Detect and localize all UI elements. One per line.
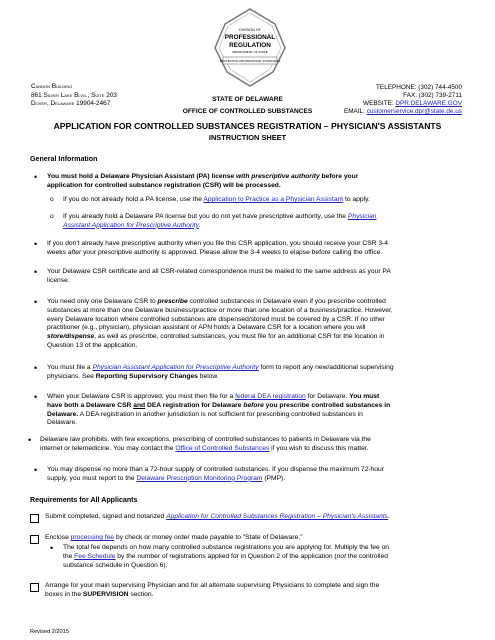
website-label: WEBSITE: [363,100,396,108]
text: You must [349,393,380,400]
text: with prescriptive authority [236,173,320,180]
bullet-icon: • [34,297,38,307]
seal-line-2: PROFESSIONAL [224,34,276,41]
list-item [47,173,471,191]
text: You must file a [47,364,93,371]
address-line-1: Cannon Building [31,83,73,90]
text: for Delaware. [305,393,350,400]
pmp-link[interactable]: Delaware Prescription Monitoring Program [136,474,263,482]
text: You may dispense no more than a 72-hour supply of controlled substances. If you dispense the maximum 72-hour [47,466,384,473]
text: Delaware. [47,419,78,427]
text: form to report any new/additional supervising [258,364,394,371]
text: section. [128,590,154,598]
checkbox-processing-fee[interactable] [30,535,39,544]
text: . [388,513,390,520]
csr-application-link[interactable]: Application for Controlled Substances Registration – Physician's Assistants [166,513,389,520]
telephone: TELEPHONE: (302) 744-4500 [376,84,462,91]
text: You need only one Delaware CSR to [47,298,158,305]
text: Arrange for your main supervising Physician and for all alternate supervising Physicians to complete and sign the [45,582,380,589]
bullet-icon: • [34,392,38,402]
website-link[interactable]: DPR.DELAWARE.GOV [395,100,462,108]
text: internet or telemedicine. You may contact the [40,444,176,452]
text: have both a Delaware CSR [47,401,134,409]
list-item [47,298,471,351]
list-item [45,534,471,543]
office-name: OFFICE OF CONTROLLED SUBSTANCES [182,108,313,115]
list-item [47,364,471,382]
text: substances at more than one Delaware business/practice or more than one location of a business/practice. However, [47,306,393,314]
ocs-contact-link[interactable]: Office of Controlled Substances [175,444,270,452]
text: after [67,248,82,256]
office-address [31,83,117,109]
text: by the number of registrations applied for in Question 2 of the application ( [115,552,337,560]
email-label: EMAIL: [343,108,367,116]
list-item [63,196,471,205]
processing-fee-link[interactable]: processing fee [70,534,115,541]
text: and [133,401,146,409]
text: Delaware. [47,410,79,418]
text: Question 13 of the application. [47,341,138,349]
text: If you already hold a Delaware PA license but you do not yet have prescriptive authority, use the [63,213,348,220]
address-line-2: 861 Silver Lake Blvd., Suite 203 [31,91,117,99]
sub-bullet-icon: o [50,213,54,220]
text: by check or money order made payable to "State of Delaware." [114,534,303,541]
general-info-heading: General Information [30,155,98,163]
text: practitioner (e.g., physician), physician assistant or APN holds a Delaware CSR for a location where you will [47,324,366,332]
requirements-heading: Requirements for All Applicants [30,496,138,504]
text: The total fee depends on how many controlled substance registrations you are applying for. Multiply the fee on [63,544,390,551]
list-item [47,268,471,286]
text: physicians. See [47,372,96,380]
text: below. [197,372,219,380]
text: If you do not already hold a PA license, use the [63,196,204,203]
seal-line-5: PROTECTING PROFESSIONAL STANDARDS [219,59,281,63]
text: . [198,221,201,229]
text: weeks [47,248,68,256]
text: Enclose [45,534,71,541]
text: Reporting Supervisory Changes [95,372,198,380]
text: You must hold a Delaware Physician Assistant (PA) license [47,173,237,180]
text: prescribe [157,298,188,305]
revision-date: Revised 2/2015 [30,629,69,635]
text: the controlled [345,552,388,560]
text: every Delaware location where controlled substances are dispensed/stored must be covered by a CSR. If no other [47,315,385,323]
email-link[interactable]: customerservice.dpr@state.de.us [366,108,462,116]
document-subtitle: INSTRUCTION SHEET [208,133,287,142]
text: before your [319,173,359,180]
list-item [63,213,471,231]
sub-bullet-icon: o [50,196,54,203]
text: A DEA registration in another jurisdiction is not sufficient for prescribing controlled substances in [78,410,363,418]
bullet-icon: • [34,172,38,182]
text: your prescriptive authority is approved. Please allow the 3-4 weeks to elapse before calling the office. [81,248,383,256]
text: Submit completed, signed and notarized [45,513,167,520]
seal-line-1: DIVISION OF [239,28,261,32]
text: if you wish to discuss this matter. [269,444,369,452]
text: not [336,552,346,560]
list-item [45,513,471,522]
text: Your Delaware CSR certificate and all CSR-related correspondence must be mailed to the same address as your PA [47,268,391,275]
division-seal-logo [205,6,295,92]
text: DEA registration for Delaware [145,401,244,409]
text: before [243,401,264,409]
seal-line-4: DEPARTMENT OF STATE [232,50,268,54]
seal-line-3: REGULATION [229,42,271,49]
list-item [47,240,471,258]
text: you prescribe controlled substances in [263,401,391,409]
text: store/dispense [47,333,95,341]
text: license. [47,276,70,284]
prescriptive-authority-link[interactable]: Physician [347,213,377,220]
text: If you don't already have prescriptive authority when you file this CSR application, you should receive your CSR 3-4 [47,240,389,247]
dea-registration-link[interactable]: federal DEA registration [235,393,306,400]
contact-info [302,84,462,116]
text: Delaware law prohibits, with few exceptions, prescribing of controlled substances to patients in Delaware via the [40,436,371,443]
list-item [47,393,471,428]
text: supply, you must report to the [47,474,137,482]
text: SUPERVISION [82,590,129,598]
text: application for controlled substance registration (CSR) will be processed. [47,181,281,189]
list-item [47,466,471,484]
pa-application-link[interactable]: Application to Practice as a Physician Assistant [203,196,344,203]
list-item [63,544,471,570]
list-item [45,582,471,600]
text: to apply. [343,196,370,203]
document-title: APPLICATION FOR CONTROLLED SUBSTANCES REGISTRATION – PHYSICIAN'S ASSISTANTS [53,121,442,131]
text: the [63,552,75,560]
checkbox-submit-application[interactable] [30,514,39,523]
text: , as well as prescribe, controlled substances, you must file for an additional CSR for the location in [94,333,385,341]
text: boxes in the [45,590,83,598]
text: controlled substances in Delaware even if you prescribe controlled [187,298,386,305]
fax: FAX: (302) 739-2711 [403,92,462,100]
bullet-icon: • [50,543,54,553]
bullet-icon: • [34,363,38,373]
fee-schedule-link[interactable]: Fee Schedule [74,552,116,560]
bullet-icon: • [34,239,38,249]
bullet-icon: • [34,465,38,475]
bullet-icon: • [34,267,38,277]
state-name: STATE OF DELAWARE [212,96,283,103]
checkbox-supervision[interactable] [30,583,39,592]
text: substance schedule in Question 6). [63,561,168,569]
address-line-3: Dover, Delaware 19904-2467 [31,100,111,108]
text: (PMP). [262,474,286,482]
text: When your Delaware CSR is approved, you must then file for a [47,393,236,400]
prescriptive-authority-link[interactable]: Assistant Application for Prescriptive Authority [63,221,199,229]
list-item [40,436,471,454]
bullet-icon: • [28,435,32,445]
prescriptive-authority-form-link[interactable]: Physician Assistant Application for Prescriptive Authority [92,364,259,371]
